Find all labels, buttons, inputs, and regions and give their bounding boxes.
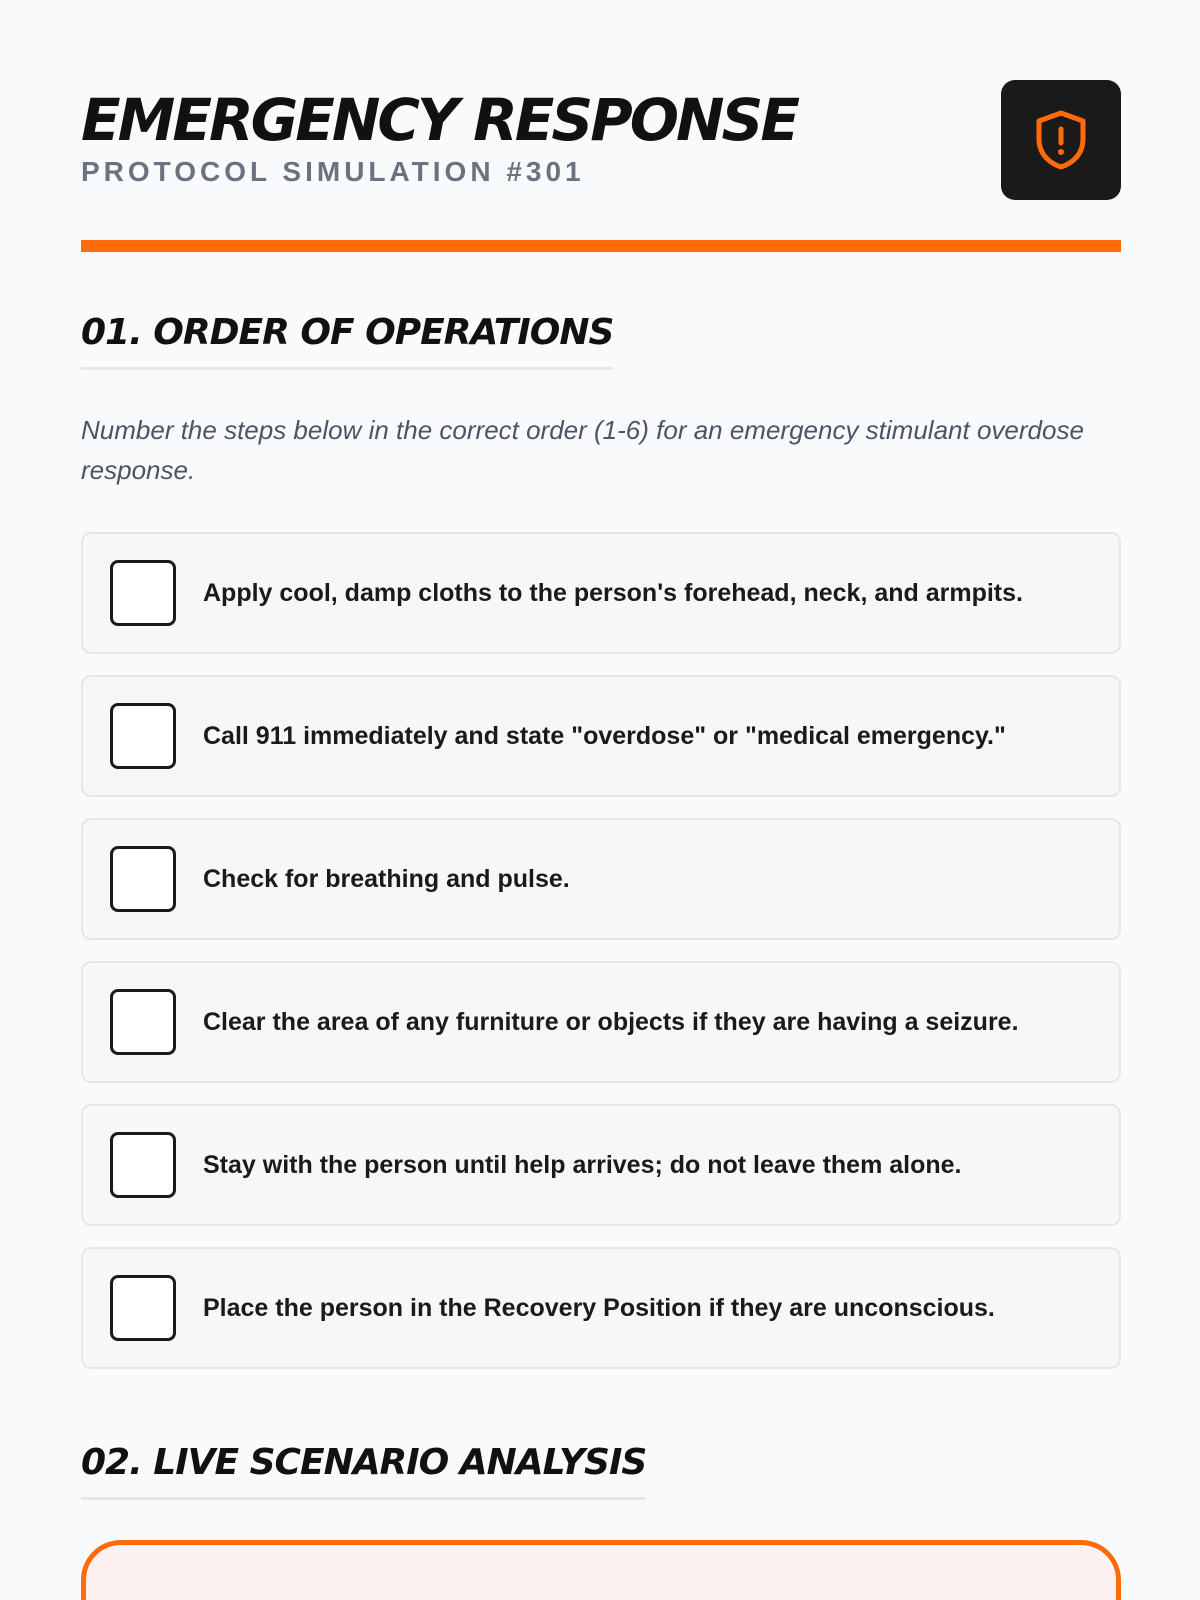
step-card xyxy=(81,818,1121,940)
step-card xyxy=(81,1247,1121,1369)
step-text: Check for breathing and pulse. xyxy=(203,864,570,893)
accent-divider xyxy=(81,240,1121,252)
step-text: Stay with the person until help arrives; do not leave them alone. xyxy=(203,1150,962,1179)
step-text: Call 911 immediately and state "overdose" or "medical emergency." xyxy=(203,721,1006,750)
step-card xyxy=(81,675,1121,797)
steps-list xyxy=(81,532,1121,1390)
step-number-input[interactable] xyxy=(110,560,176,626)
step-text: Apply cool, damp cloths to the person's forehead, neck, and armpits. xyxy=(203,578,1023,607)
step-card xyxy=(81,1104,1121,1226)
instructions-text: Number the steps below in the correct order (1-6) for an emergency stimulant overdose response. xyxy=(81,415,1084,485)
step-number-input[interactable] xyxy=(110,846,176,912)
step-number-input[interactable] xyxy=(110,989,176,1055)
step-card xyxy=(81,532,1121,654)
shield-badge xyxy=(1001,80,1121,200)
section-title-order-of-operations: 01. ORDER OF OPERATIONS xyxy=(81,312,613,370)
section-title-live-scenario: 02. LIVE SCENARIO ANALYSIS xyxy=(81,1442,646,1500)
scenario-card xyxy=(81,1540,1121,1600)
page-title: EMERGENCY RESPONSE xyxy=(81,86,797,154)
page-header xyxy=(81,80,1121,200)
page-subtitle: PROTOCOL SIMULATION #301 xyxy=(81,156,585,187)
step-number-input[interactable] xyxy=(110,703,176,769)
step-text: Place the person in the Recovery Position if they are unconscious. xyxy=(203,1293,995,1322)
shield-alert-icon xyxy=(1033,109,1089,171)
step-number-input[interactable] xyxy=(110,1275,176,1341)
step-card xyxy=(81,961,1121,1083)
step-text: Clear the area of any furniture or objects if they are having a seizure. xyxy=(203,1007,1019,1036)
worksheet-page xyxy=(81,80,1121,1483)
step-number-input[interactable] xyxy=(110,1132,176,1198)
